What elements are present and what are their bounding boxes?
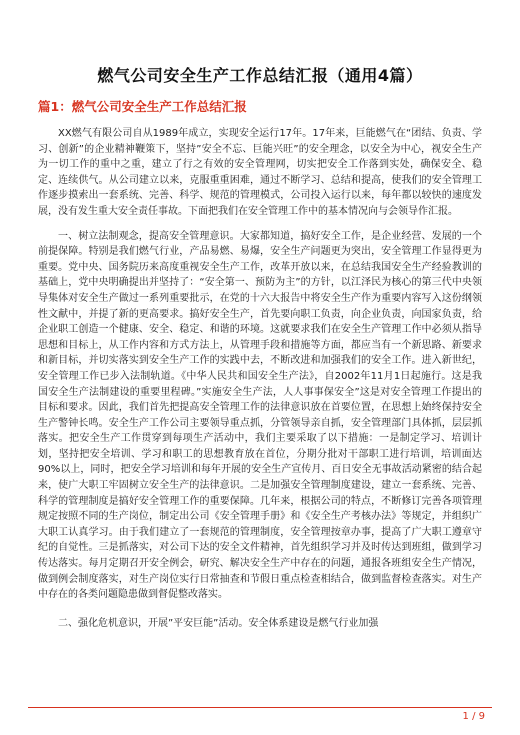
section-two-paragraph: 二、强化危机意识，开展”平安巨能”活动。安全体系建设是燃气行业加强 bbox=[58, 617, 379, 629]
page-indicator: 1 / 9 bbox=[462, 711, 485, 722]
footer-divider bbox=[28, 707, 492, 708]
document-title: 燃气公司安全生产工作总结汇报（通用4篇） bbox=[97, 66, 423, 85]
section-one-paragraph: 一、树立法制观念，提高安全管理意识。大家都知道，搞好安全工作，是企业经营、发展的一个前提保障。特别是我们燃气行业，产品易燃、易爆，安全生产问题更为突出，安全管理工作显得更为重要。党中央、国务院历来高度重视安全生产工作，改革开放以来，在总结我国安全生产经验教训的基础上，党中央明确提出并坚持了：“安全第一、预防为主”的方针，以江泽民为核心的第三代中央领导集体对安全生产做过一系列重要批示，在党的十六大报告中将安全生产作为重要内容写入这份纲领性文献中，并提了新的更高要求。搞好安全生产，首先要向职工负责，向企业负责，向国家负责，给企业职工创造一个健康、安全、稳定、和谐的环境。这就要求我们在安全生产管理工作中必须从指导思想和目标上，从工作内容和方式方法上，从管理手段和措施等方面，都应当有一个新思路、新要求和新目标，并切实落实到安全生产工作的实践中去，不断改进和加强我们的安全工作。进入新世纪，安全管理工作已步入法制轨道。《中华人民共和国安全生产法》，自2002年11月1日起施行。这是我国安全生产法制建设的重要里程碑。”实施安全生产法，人人事事保安全”这是对安全管理工作提出的目标和要求。因此，我们首先把提高安全管理工作的法律意识放在首要位置，在思想上始终保持安全生产警钟长鸣。安全生产工作公司主要领导重点抓，分管领导亲自抓，安全管理部门具体抓，层层抓落实。把安全生产工作贯穿到每项生产活动中，我们主要采取了以下措施：一是制定学习、培训计划，坚持把安全培训、学习和职工的思想教育放在首位，分期分批对干部职工进行培训，培训面达90%以上，同时，把安全学习培训和每年开展的安全生产宣传月、百日安全无事故活动紧密的结合起来，使广大职工牢固树立安全生产的法律意识。二是加强安全管理制度建设，建立一套系统、完善、科学的管理制度是搞好安全管理工作的重要保障。几年来，根据公司的特点，不断修订完善各项管理规定按照不同的生产岗位，制定出公司《安全管理手册》和《安全生产考核办法》等规定，并组织广大职工认真学习。由于我们建立了一套规范的管理制度，安全管理按章办事，提高了广大职工遵章守纪的自觉性。三是抓落实，对公司下达的安全文件精神，首先组织学习并及时传达到班组，做到学习传达落实。每月定期召开安全例会，研究、解决安全生产中存在的问题，通报各班组安全生产情况，做到例会制度落实，对生产岗位实行日常抽查和节假日重点检查相结合，做到监督检查落实。对生产中存在的各类问题隐患做到督促整改落实。 bbox=[38, 230, 482, 601]
section-heading: 篇1：燃气公司安全生产工作总结汇报 bbox=[38, 99, 247, 114]
intro-paragraph: XX燃气有限公司自从1989年成立，实现安全运行17年。17年来，巨能燃气在“团结、负责、学习、创新”的企业精神鞭策下，坚持”安全不忘、巨能兴旺”的安全理念，以安全为中心，视安全生产为一切工作的重中之重，建立了行之有效的安全管理网，切实把安全工作落到实处，确保安全、稳定、连续供气。从公司建立以来，克服重重困难，通过不断学习、总结和提高，使我们的安全管理工作逐步摸索出一套系统、完善、科学、规范的管理模式，公司投入运行以来，每年都以较快的速度发展，没有发生重大安全责任事故。下面把我们在安全管理工作中的基本情况向与会领导作汇报。 bbox=[38, 128, 482, 217]
document-body bbox=[38, 126, 482, 631]
